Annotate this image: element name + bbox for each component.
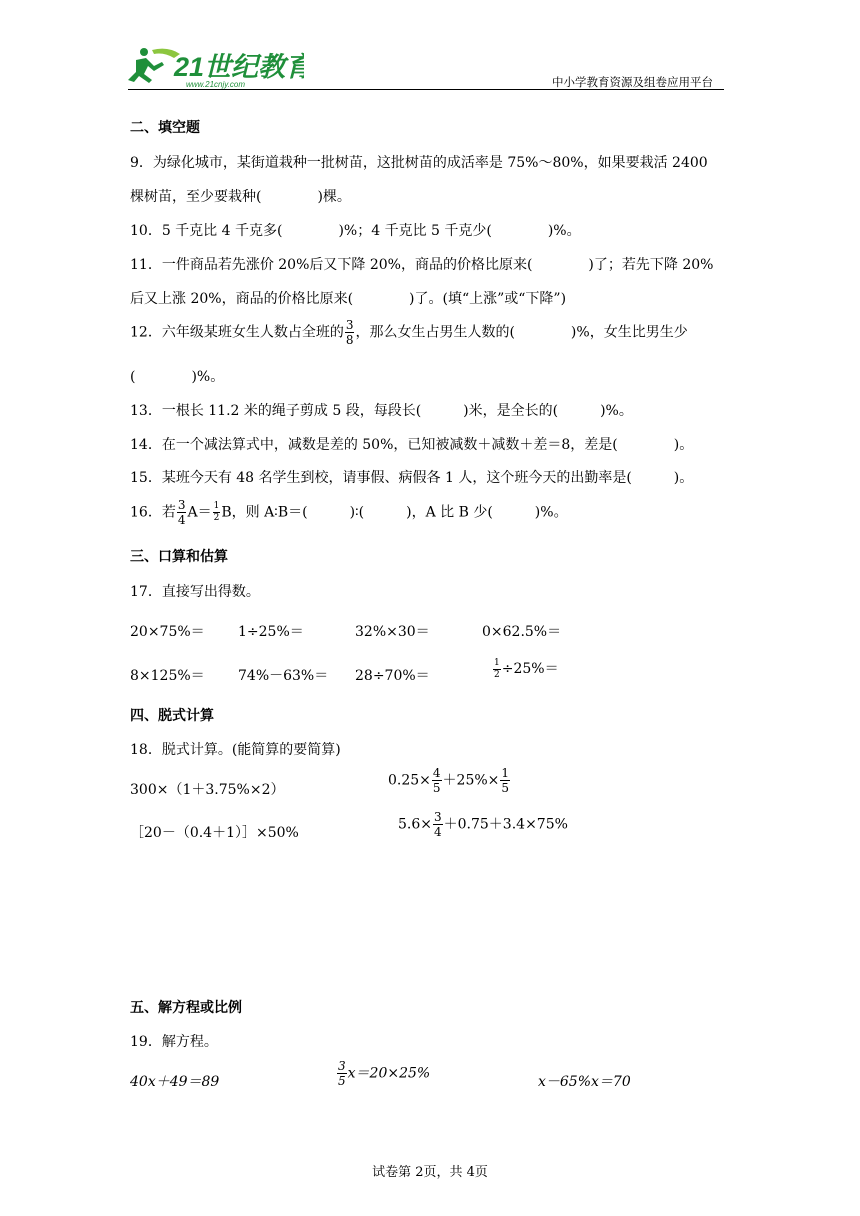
runner-logo-icon: [124, 44, 304, 90]
fraction-3-5: [337, 1060, 347, 1087]
logo-url: www.21cnjy.com: [186, 80, 245, 89]
fraction-denominator: 4: [434, 825, 442, 839]
fraction-denominator: 5: [432, 781, 441, 795]
expression-4: [398, 811, 568, 838]
fraction-numerator: 1: [501, 766, 510, 780]
header-divider: [128, 89, 724, 90]
fraction-denominator: 2: [213, 513, 220, 523]
question-9-line2: 棵树苗，至少要栽种( )棵。: [130, 189, 351, 205]
fraction-numerator: 3: [434, 810, 442, 824]
expression-4-post: ＋0.75＋3.4×75%: [443, 816, 568, 833]
question-10: 10．5 千克比 4 千克多( )%；4 千克比 5 千克少( )%。: [130, 223, 581, 239]
calc-item: 28÷70%＝: [355, 668, 430, 684]
fraction-3-4: [177, 499, 187, 526]
question-9-line1: 9．为绿化城市，某街道栽种一批树苗，这批树苗的成活率是 75%～80%，如果要栽活 2400: [130, 155, 708, 171]
expression-2: [388, 767, 511, 794]
fraction-3-8: [345, 319, 355, 346]
section-title-fill-blank: 二、填空题: [130, 120, 200, 136]
equation-2: [336, 1060, 430, 1087]
fraction-1-5: [500, 767, 510, 794]
logo-text: 21世纪教育: [174, 52, 304, 82]
question-11-line2: 后又上涨 20%，商品的价格比原来( )了。(填“上涨”或“下降”): [130, 291, 567, 307]
question-12-line2: ( )%。: [130, 369, 225, 385]
fraction-denominator: 2: [494, 669, 500, 680]
question-14: 14．在一个减法算式中，减数是差的 50%，已知被减数＋减数＋差＝8，差是( )。: [130, 437, 694, 453]
question-16-pre: 16．若: [130, 504, 176, 521]
fraction-numerator: 3: [338, 1059, 346, 1073]
logo: [124, 44, 304, 90]
calc-item-post: ÷25%＝: [501, 661, 559, 677]
question-17-title: 17．直接写出得数。: [130, 584, 260, 600]
section-title-equations: 五、解方程或比例: [130, 1000, 242, 1016]
calc-item: 1÷25%＝: [238, 624, 304, 640]
equation-3: x－65%x＝70: [538, 1074, 631, 1090]
expression-2-mid: ＋25%×: [442, 772, 500, 789]
question-18-title: 18．脱式计算。(能简算的要简算): [130, 742, 341, 758]
calc-item-fraction: [492, 658, 559, 680]
fraction-1-2: [493, 659, 501, 680]
section-title-mental-math: 三、口算和估算: [130, 549, 228, 565]
question-12-line1: [130, 319, 688, 346]
fraction-denominator: 5: [338, 1074, 346, 1088]
platform-name: 中小学教育资源及组卷应用平台: [552, 75, 713, 89]
fraction-3-4: [433, 811, 443, 838]
equation-2-post: x＝20×25%: [347, 1065, 431, 1082]
fraction-4-5: [432, 767, 442, 794]
fraction-denominator: 8: [345, 333, 354, 347]
fraction-denominator: 5: [501, 781, 510, 795]
calc-item: 0×62.5%＝: [482, 624, 562, 640]
question-12-post: ，那么女生占男生人数的( )%，女生比男生少: [355, 324, 688, 341]
fraction-numerator: 1: [494, 657, 500, 668]
question-15: 15．某班今天有 48 名学生到校，请事假、病假各 1 人，这个班今天的出勤率是( )。: [130, 470, 694, 486]
fraction-numerator: 4: [432, 766, 441, 780]
equation-1: 40x＋49＝89: [130, 1074, 220, 1090]
question-12-pre: 12．六年级某班女生人数占全班的: [130, 324, 344, 341]
page-footer: 试卷第 2页，共 4页: [372, 1165, 488, 1180]
expression-1: 300×（1＋3.75%×2）: [130, 782, 285, 798]
section-title-step-calc: 四、脱式计算: [130, 708, 214, 724]
calc-item: 74%－63%＝: [238, 668, 329, 684]
expression-4-pre: 5.6×: [398, 816, 432, 833]
fraction-1-2: [213, 502, 221, 523]
question-16-mid: A＝: [187, 504, 212, 521]
calc-item: 32%×30＝: [355, 624, 430, 640]
expression-2-pre: 0.25×: [388, 772, 431, 789]
question-16-post: B，则 A∶B＝( )∶( )，A 比 B 少( )%。: [221, 504, 568, 521]
question-19-title: 19．解方程。: [130, 1034, 218, 1050]
fraction-denominator: 4: [177, 513, 186, 527]
question-13: 13．一根长 11.2 米的绳子剪成 5 段，每段长( )米，是全长的( )%。: [130, 403, 633, 419]
expression-3: ［20－（0.4＋1）］×50%: [130, 825, 299, 841]
fraction-numerator: 1: [213, 501, 220, 511]
question-16: [130, 499, 568, 526]
fraction-numerator: 3: [177, 498, 186, 512]
calc-item: 8×125%＝: [130, 668, 205, 684]
question-11-line1: 11．一件商品若先涨价 20%后又下降 20%，商品的价格比原来( )了；若先下降 20%: [130, 257, 714, 273]
calc-item: 20×75%＝: [130, 624, 205, 640]
fraction-numerator: 3: [345, 318, 354, 332]
